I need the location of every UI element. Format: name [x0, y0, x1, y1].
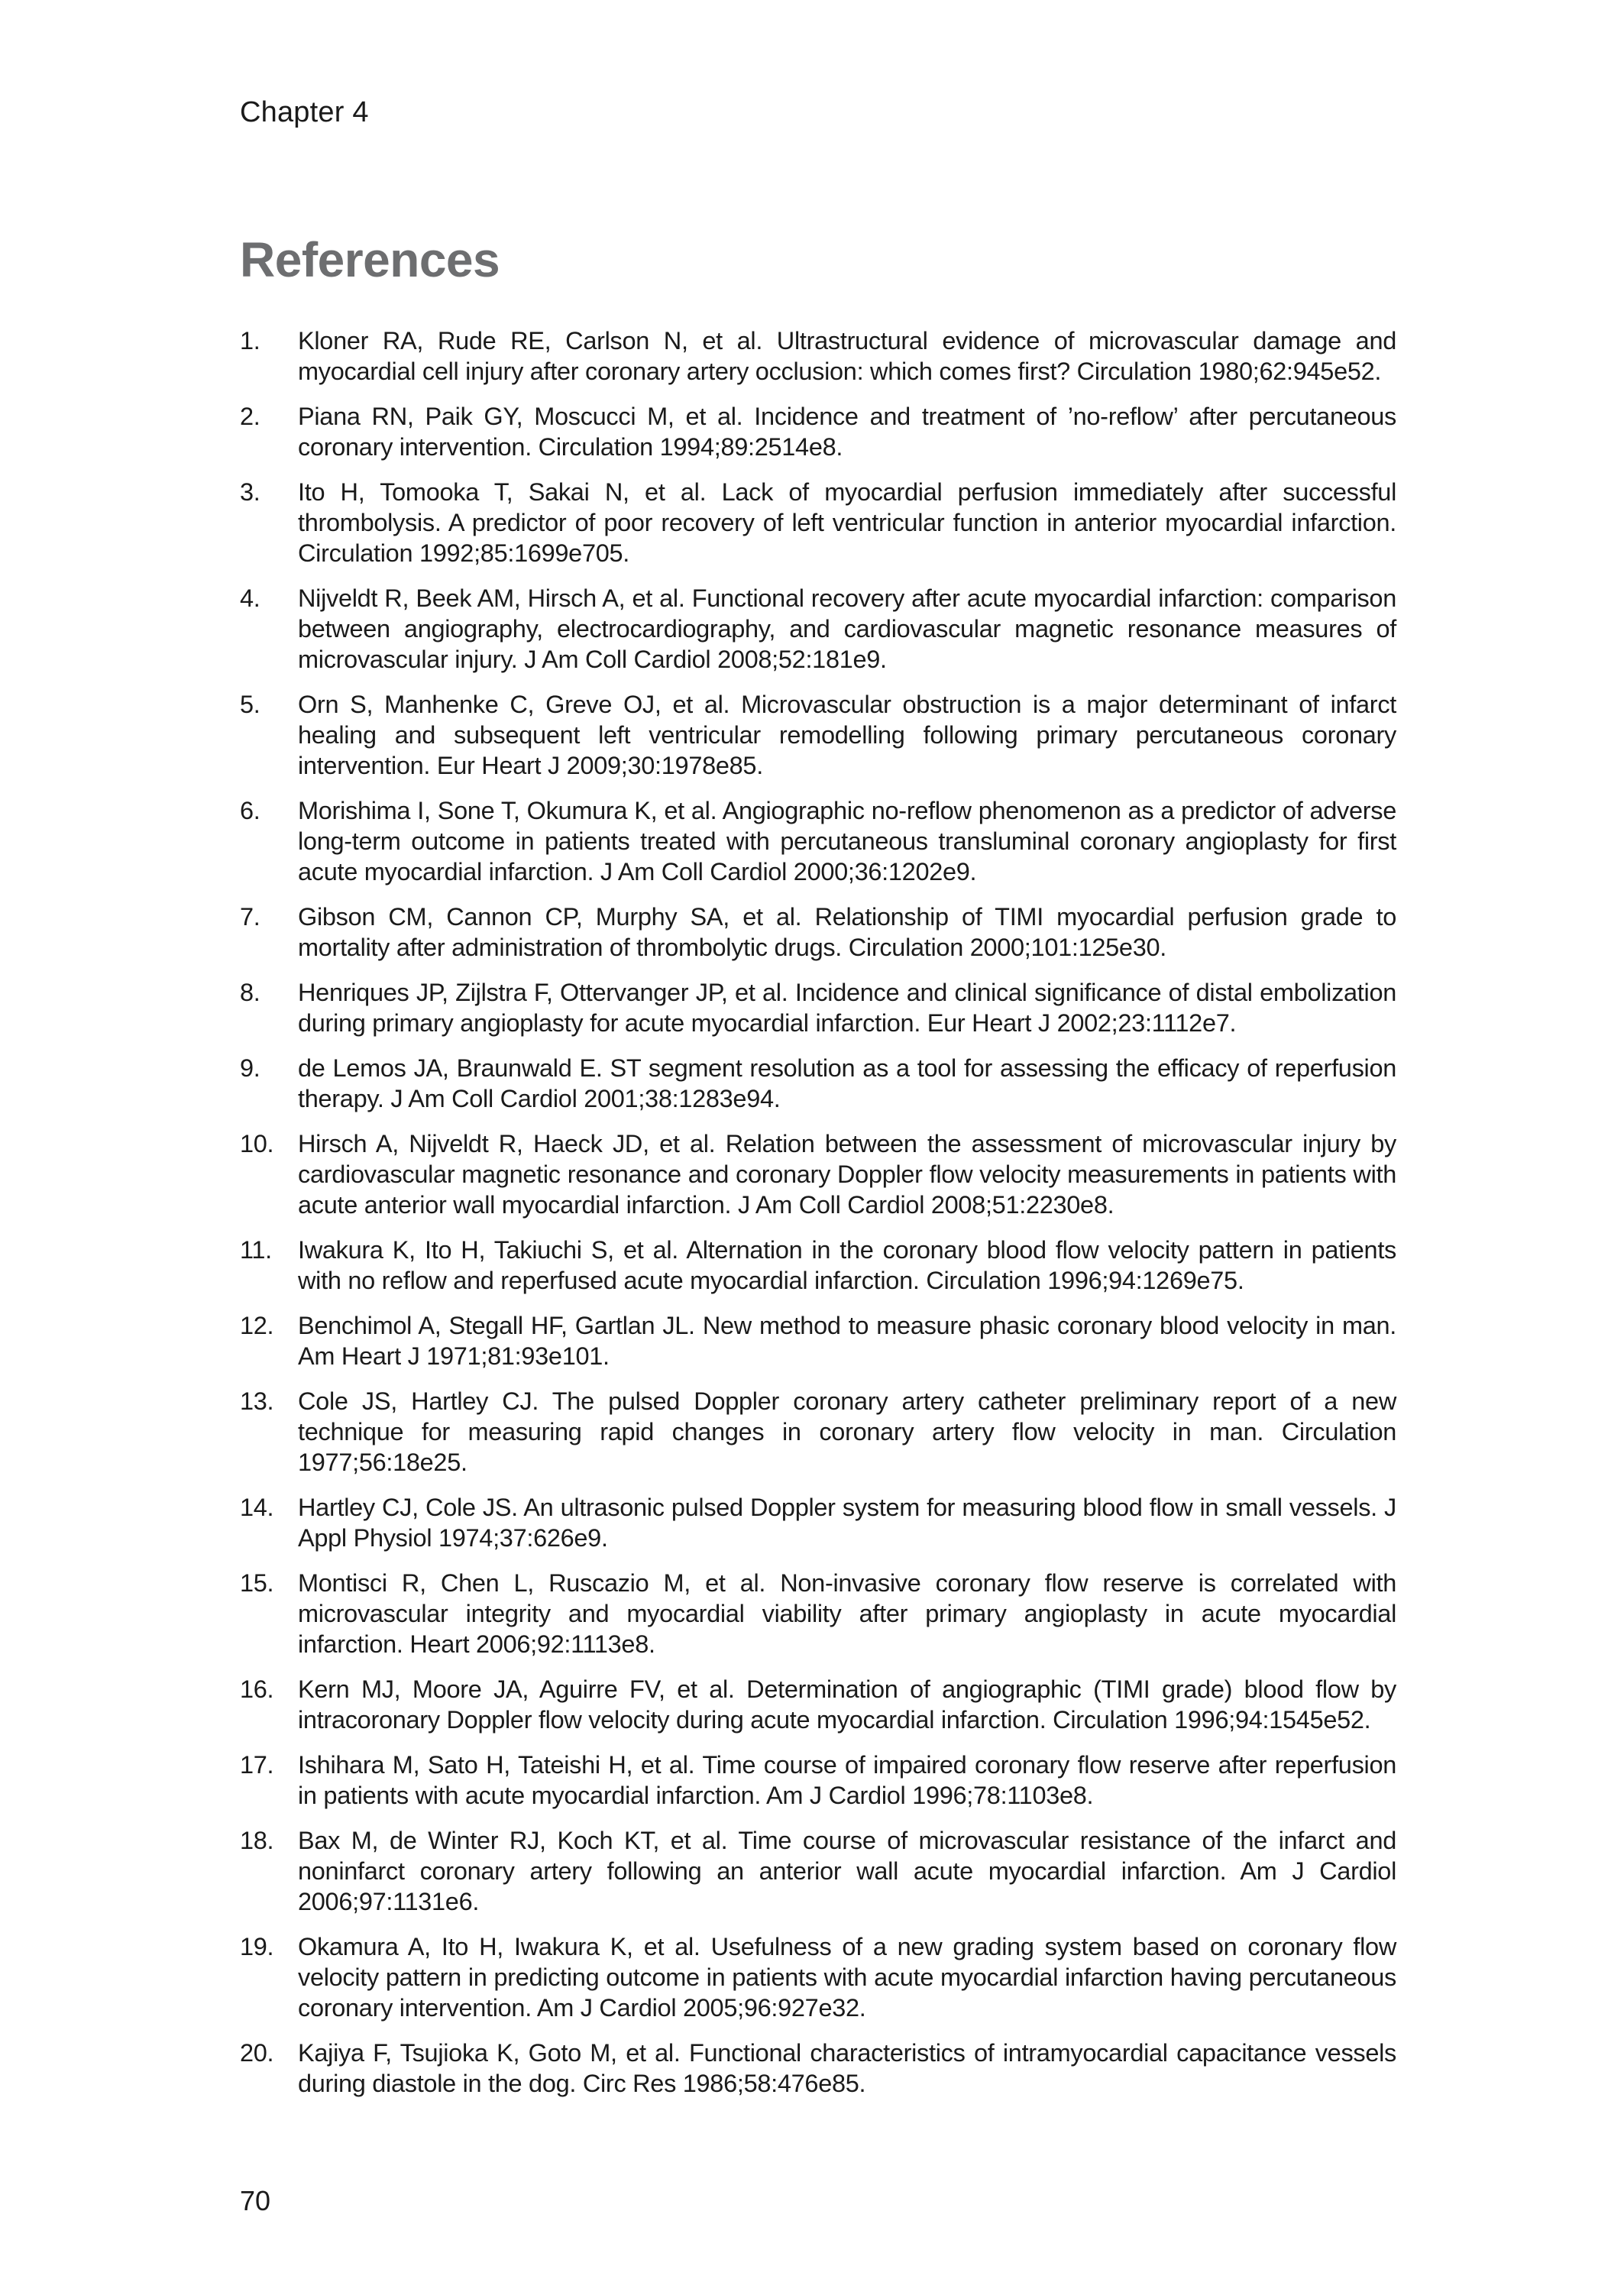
- reference-number: 15.: [240, 1569, 274, 1597]
- reference-text: Bax M, de Winter RJ, Koch KT, et al. Time course of microvascular resistance of the infarct and noninfarct coronary artery following an anterior wall acute myocardial infarction. Am J Cardiol 2006;97:1131e6.: [298, 1827, 1396, 1915]
- reference-item: [240, 325, 1396, 387]
- reference-item: [240, 1674, 1396, 1735]
- reference-number: 20.: [240, 2039, 274, 2067]
- reference-number: 4.: [240, 584, 260, 612]
- reference-item: [240, 1825, 1396, 1917]
- reference-text: Cole JS, Hartley CJ. The pulsed Doppler coronary artery catheter preliminary report of a new technique for measuring rapid changes in coronary artery flow velocity in man. Circulation 1977;56:18e25.: [298, 1387, 1396, 1476]
- reference-item: [240, 1750, 1396, 1811]
- reference-text: Kloner RA, Rude RE, Carlson N, et al. Ultrastructural evidence of microvascular damage and myocardial cell injury after coronary artery occlusion: which comes first? Circulation 1980;62:945e52.: [298, 327, 1396, 385]
- reference-number: 17.: [240, 1751, 274, 1779]
- section-heading: References: [240, 232, 500, 287]
- page-number: 70: [240, 2185, 271, 2216]
- reference-item: [240, 1235, 1396, 1296]
- reference-number: 12.: [240, 1312, 274, 1339]
- reference-item: [240, 1310, 1396, 1371]
- reference-item: [240, 1128, 1396, 1220]
- reference-text: Okamura A, Ito H, Iwakura K, et al. Usefulness of a new grading system based on coronary flow velocity pattern in predicting outcome in patients with acute myocardial infarction having percutaneous coronary intervention. Am J Cardiol 2005;96:927e32.: [298, 1933, 1396, 2022]
- reference-item: [240, 1386, 1396, 1478]
- reference-item: [240, 477, 1396, 568]
- reference-text: Montisci R, Chen L, Ruscazio M, et al. Non-invasive coronary flow reserve is correlated with microvascular integrity and myocardial viability after primary angioplasty in acute myocardial infarction. Heart 2006;92:1113e8.: [298, 1569, 1396, 1658]
- reference-number: 16.: [240, 1675, 274, 1703]
- reference-item: [240, 2038, 1396, 2099]
- reference-item: [240, 1492, 1396, 1553]
- reference-text: Hirsch A, Nijveldt R, Haeck JD, et al. Relation between the assessment of microvascular injury by cardiovascular magnetic resonance and coronary Doppler flow velocity measurements in patients with acute anterior wall myocardial infarction. J Am Coll Cardiol 2008;51:2230e8.: [298, 1130, 1396, 1219]
- reference-number: 7.: [240, 903, 260, 931]
- reference-number: 11.: [240, 1236, 272, 1264]
- reference-text: Iwakura K, Ito H, Takiuchi S, et al. Alternation in the coronary blood flow velocity pattern in patients with no reflow and reperfused acute myocardial infarction. Circulation 1996;94:1269e75.: [298, 1236, 1396, 1294]
- chapter-label: Chapter 4: [240, 96, 369, 128]
- reference-list: [240, 325, 1396, 2113]
- reference-text: Nijveldt R, Beek AM, Hirsch A, et al. Functional recovery after acute myocardial infarction: comparison between angiography, electrocardiography, and cardiovascular magnetic resonance measures of microvascular injury. J Am Coll Cardiol 2008;52:181e9.: [298, 584, 1396, 673]
- reference-text: Piana RN, Paik GY, Moscucci M, et al. Incidence and treatment of ’no-reflow’ after percutaneous coronary intervention. Circulation 1994;89:2514e8.: [298, 403, 1396, 461]
- reference-text: Kajiya F, Tsujioka K, Goto M, et al. Functional characteristics of intramyocardial capacitance vessels during diastole in the dog. Circ Res 1986;58:476e85.: [298, 2039, 1396, 2097]
- reference-number: 1.: [240, 327, 260, 354]
- reference-text: Gibson CM, Cannon CP, Murphy SA, et al. Relationship of TIMI myocardial perfusion grade to mortality after administration of thrombolytic drugs. Circulation 2000;101:125e30.: [298, 903, 1396, 961]
- reference-number: 10.: [240, 1130, 274, 1157]
- reference-number: 5.: [240, 691, 260, 718]
- reference-text: Benchimol A, Stegall HF, Gartlan JL. New method to measure phasic coronary blood velocity in man. Am Heart J 1971;81:93e101.: [298, 1312, 1396, 1370]
- reference-text: Orn S, Manhenke C, Greve OJ, et al. Microvascular obstruction is a major determinant of infarct healing and subsequent left ventricular remodelling following primary percutaneous coronary intervention. Eur Heart J 2009;30:1978e85.: [298, 691, 1396, 779]
- reference-text: Kern MJ, Moore JA, Aguirre FV, et al. Determination of angiographic (TIMI grade) blood flow by intracoronary Doppler flow velocity during acute myocardial infarction. Circulation 1996;94:1545e52.: [298, 1675, 1396, 1734]
- reference-number: 9.: [240, 1054, 260, 1082]
- reference-item: [240, 401, 1396, 462]
- reference-text: de Lemos JA, Braunwald E. ST segment resolution as a tool for assessing the efficacy of reperfusion therapy. J Am Coll Cardiol 2001;38:1283e94.: [298, 1054, 1396, 1112]
- reference-item: [240, 689, 1396, 781]
- reference-item: [240, 1931, 1396, 2023]
- reference-text: Morishima I, Sone T, Okumura K, et al. Angiographic no-reflow phenomenon as a predictor of adverse long-term outcome in patients treated with percutaneous transluminal coronary angioplasty for first acute myocardial infarction. J Am Coll Cardiol 2000;36:1202e9.: [298, 797, 1396, 885]
- reference-item: [240, 583, 1396, 675]
- reference-text: Henriques JP, Zijlstra F, Ottervanger JP, et al. Incidence and clinical significance of distal embolization during primary angioplasty for acute myocardial infarction. Eur Heart J 2002;23:1112e7.: [298, 979, 1396, 1037]
- reference-number: 18.: [240, 1827, 274, 1854]
- reference-text: Ishihara M, Sato H, Tateishi H, et al. Time course of impaired coronary flow reserve after reperfusion in patients with acute myocardial infarction. Am J Cardiol 1996;78:1103e8.: [298, 1751, 1396, 1809]
- reference-number: 6.: [240, 797, 260, 824]
- reference-item: [240, 1568, 1396, 1659]
- reference-number: 13.: [240, 1387, 274, 1415]
- reference-item: [240, 795, 1396, 887]
- reference-number: 2.: [240, 403, 260, 430]
- reference-number: 19.: [240, 1933, 274, 1960]
- reference-item: [240, 977, 1396, 1038]
- reference-text: Ito H, Tomooka T, Sakai N, et al. Lack of myocardial perfusion immediately after successful thrombolysis. A predictor of poor recovery of left ventricular function in anterior myocardial infarction. Circulation 1992;85:1699e705.: [298, 478, 1396, 567]
- reference-item: [240, 1053, 1396, 1114]
- reference-number: 8.: [240, 979, 260, 1006]
- reference-number: 14.: [240, 1494, 274, 1521]
- reference-text: Hartley CJ, Cole JS. An ultrasonic pulsed Doppler system for measuring blood flow in small vessels. J Appl Physiol 1974;37:626e9.: [298, 1494, 1396, 1552]
- reference-item: [240, 902, 1396, 963]
- reference-number: 3.: [240, 478, 260, 506]
